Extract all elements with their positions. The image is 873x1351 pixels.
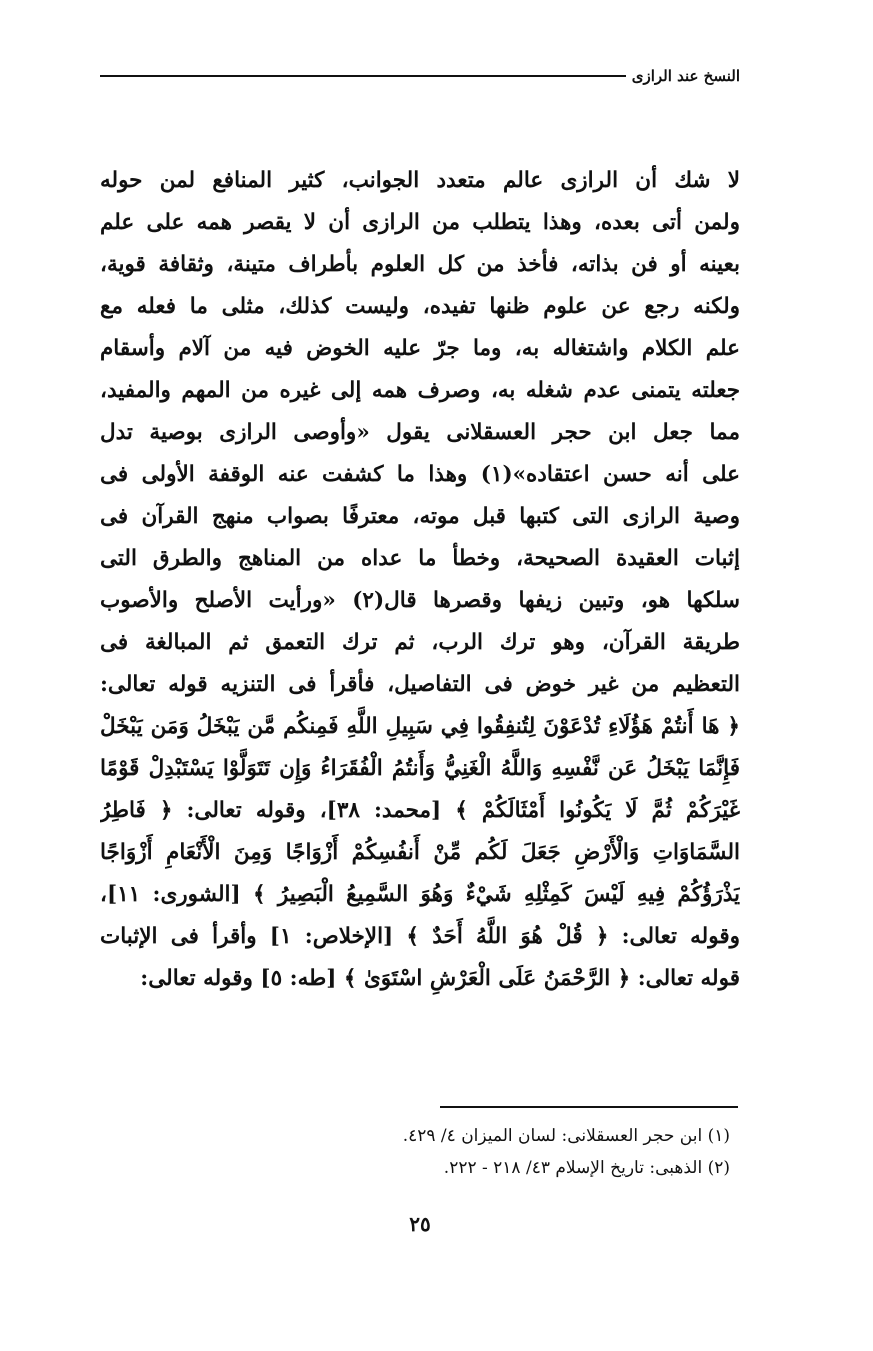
quran-verse-line: غَيْرَكُمْ ثُمَّ لَا يَكُونُوا أَمْثَالَكُمْ ﴾ [محمد: ٣٨]، وقوله تعالى: ﴿ فَاطِرُ xyxy=(100,798,740,823)
text-line: مما جعل ابن حجر العسقلانى يقول «وأوصى الرازى بوصية تدل xyxy=(100,420,740,445)
text-line: جعلته يتمنى عدم شغله به، وصرف همه إلى غيره من المهم والمفيد، xyxy=(100,378,740,403)
text-line: سلكها هو، وتبين زيفها وقصرها قال(٢) «ورأيت الأصلح والأصوب xyxy=(100,588,740,613)
quran-verse-line: وقوله تعالى: ﴿ قُلْ هُوَ اللَّهُ أَحَدٌ ﴾ [الإخلاص: ١] وأقرأ فى الإثبات xyxy=(100,924,740,949)
text-line: طريقة القرآن، وهو ترك الرب، ثم ترك التعمق ثم المبالغة فى xyxy=(100,630,740,655)
text-line: علم الكلام واشتغاله به، وما جرّ عليه الخوض فيه من آلام وأسقام xyxy=(100,336,740,361)
header-rule xyxy=(100,75,626,77)
page-number: ٢٥ xyxy=(409,1212,431,1236)
quran-verse-line: يَذْرَؤُكُمْ فِيهِ لَيْسَ كَمِثْلِهِ شَيْءٌ وَهُوَ السَّمِيعُ الْبَصِيرُ ﴾ [الشورى: ١١]، xyxy=(100,882,740,907)
running-title: النسخ عند الرازى xyxy=(631,67,740,85)
footnote: (١) ابن حجر العسقلانى: لسان الميزان ٤/ ٤٢٩. xyxy=(402,1126,730,1146)
footnote: (٢) الذهبى: تاريخ الإسلام ٤٣/ ٢١٨ - ٢٢٢. xyxy=(443,1158,730,1178)
main-text xyxy=(100,160,740,1000)
text-line: التعظيم من غير خوض فى التفاصيل، فأقرأ فى التنزيه قوله تعالى: xyxy=(100,672,740,697)
footnote-separator xyxy=(440,1106,738,1108)
text-line: وصية الرازى التى كتبها قبل موته، معترفًا بصواب منهج القرآن فى xyxy=(100,504,740,529)
quran-verse-line: السَّمَاوَاتِ وَالْأَرْضِ جَعَلَ لَكُم مِّنْ أَنفُسِكُمْ أَزْوَاجًا وَمِنَ الْأَنْعَامِ أَزْوَاجًا xyxy=(100,840,740,865)
quran-verse-line: فَإِنَّمَا يَبْخَلُ عَن نَّفْسِهِ وَاللَّهُ الْغَنِيُّ وَأَنتُمُ الْفُقَرَاءُ وَإِن تَتَوَلَّوْا يَسْتَبْدِلْ قَوْمًا xyxy=(100,756,740,781)
running-header xyxy=(100,64,740,88)
text-line: ولمن أتى بعده، وهذا يتطلب من الرازى أن لا يقصر همه على علم xyxy=(100,210,740,235)
text-line: ولكنه رجع عن علوم ظنها تفيده، وليست كذلك، مثلى ما فعله مع xyxy=(100,294,740,319)
footnotes xyxy=(100,1120,730,1184)
text-line: إثبات العقيدة الصحيحة، وخطأ ما عداه من المناهج والطرق التى xyxy=(100,546,740,571)
text-line: بعينه أو فن بذاته، فأخذ من كل العلوم بأطراف متينة، وثقافة قوية، xyxy=(100,252,740,277)
text-line: لا شك أن الرازى عالم متعدد الجوانب، كثير المنافع لمن حوله xyxy=(100,168,740,193)
quran-verse-line: قوله تعالى: ﴿ الرَّحْمَنُ عَلَى الْعَرْشِ اسْتَوَىٰ ﴾ [طه: ٥] وقوله تعالى: xyxy=(140,966,740,991)
quran-verse-line: ﴿ هَا أَنتُمْ هَؤُلَاءِ تُدْعَوْنَ لِتُنفِقُوا فِي سَبِيلِ اللَّهِ فَمِنكُم مَّن يَبْخَلُ وَمَن يَبْخَلْ xyxy=(100,714,740,739)
text-line: على أنه حسن اعتقاده»(١) وهذا ما كشفت عنه الوقفة الأولى فى xyxy=(100,462,740,487)
